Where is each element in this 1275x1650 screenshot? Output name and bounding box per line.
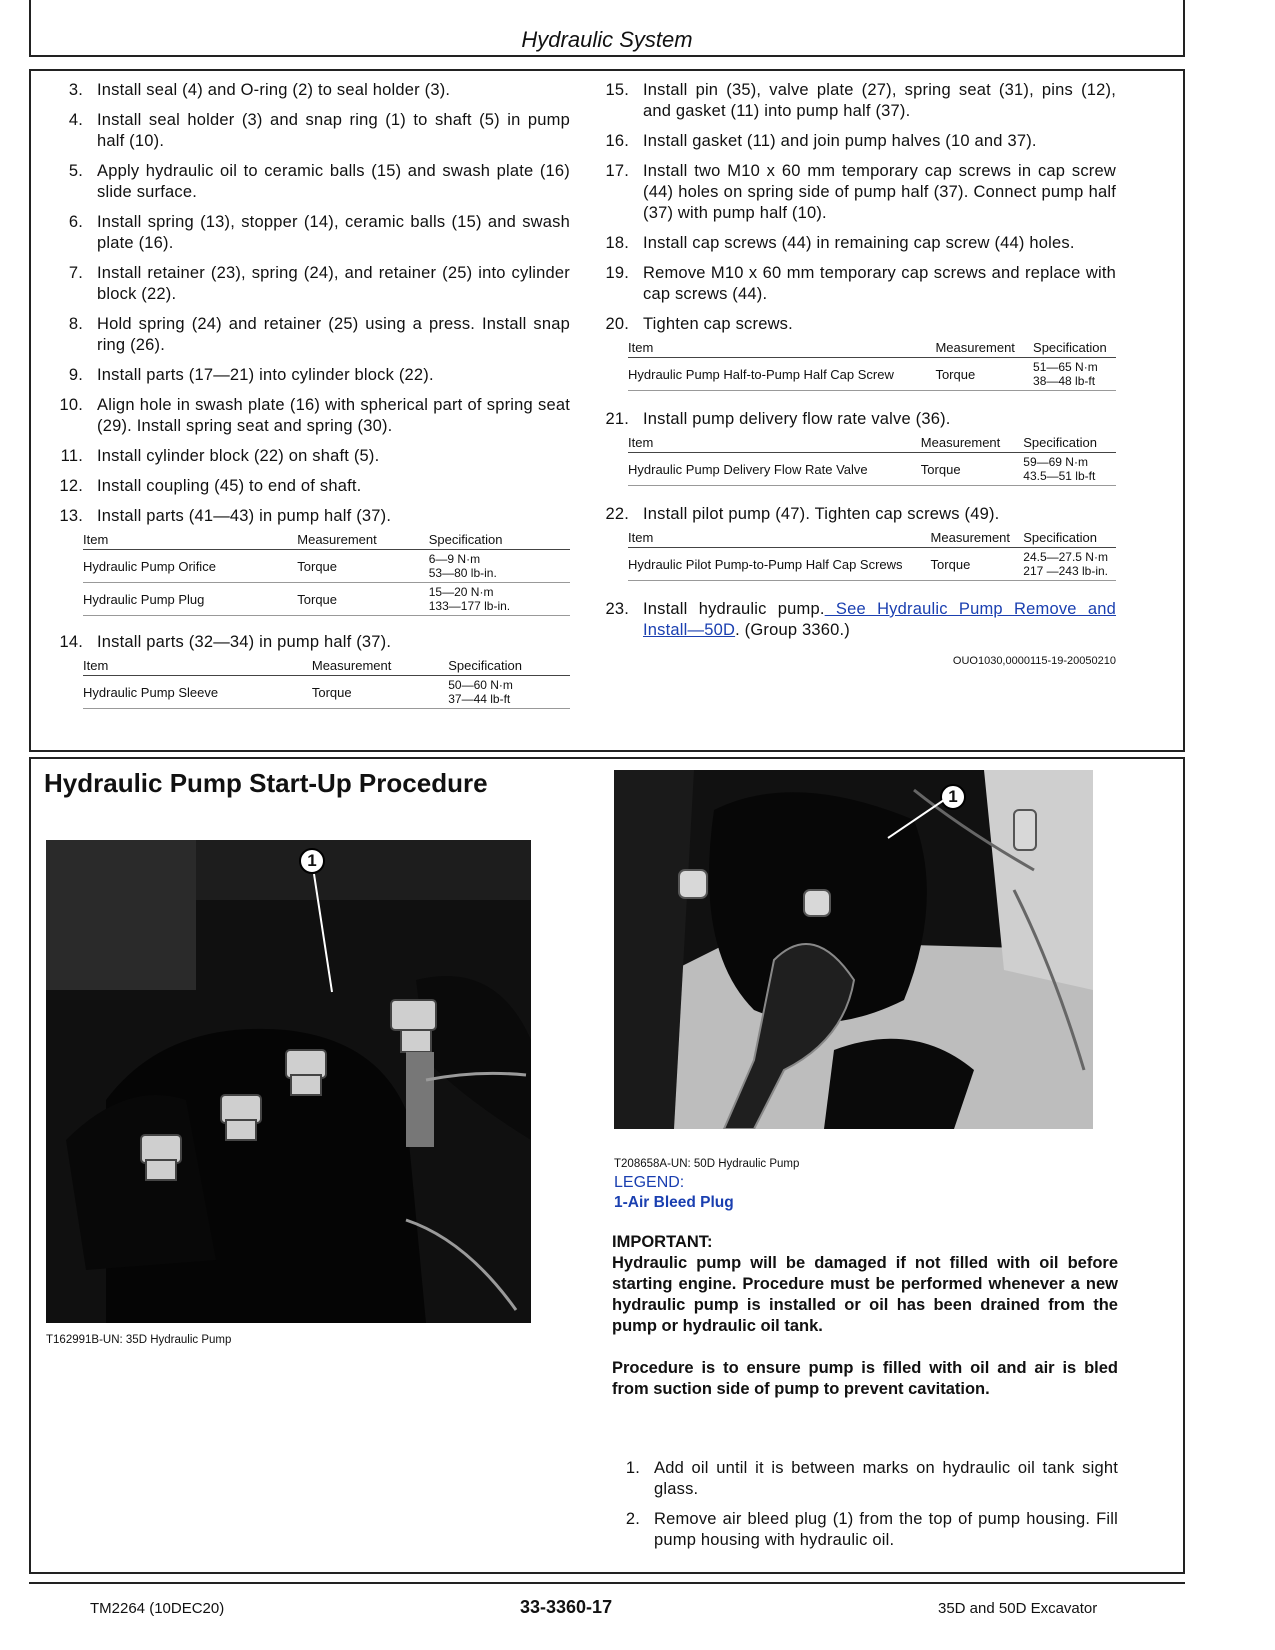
list-item: 3. Install seal (4) and O-ring (2) to seal holder (3). [68, 81, 451, 99]
table-row: Hydraulic Pump Orifice Torque 6—9 N·m 53—80 lb-in. [83, 550, 570, 583]
left-column [42, 80, 570, 723]
list-item: 22. Install pilot pump (47). Tighten cap screws (49). [605, 505, 1000, 523]
list-item: 18. Install cap screws (44) in remaining cap screw (44) holes. [605, 234, 1075, 252]
spec-table: Item Measurement Specification Hydraulic Pump Delivery Flow Rate Valve Torque 59—69 N·m 43.5—51 lb-ft [628, 435, 1116, 486]
list-item: 5. Apply hydraulic oil to ceramic balls (15) and swash plate (16) slide surface. [68, 162, 570, 201]
list-item: 15. Install pin (35), valve plate (27), spring seat (31), pins (12), and gasket (11) into pump half (37). [605, 81, 1116, 120]
pump-35d-photo [46, 840, 531, 1323]
table-row: Hydraulic Pump Half-to-Pump Half Cap Screw Torque 51—65 N·m 38—48 lb-ft [628, 358, 1116, 391]
callout-arrow-icon [310, 872, 340, 1002]
list-item: 13. Install parts (41—43) in pump half (37). [59, 507, 392, 525]
list-item: 21. Install pump delivery flow rate valve (36). [605, 410, 951, 428]
list-item: 12. Install coupling (45) to end of shaft. [59, 477, 362, 495]
spec-table: Item Measurement Specification Hydraulic Pump Half-to-Pump Half Cap Screw Torque 51—65 N·m 38—48 lb-ft [628, 340, 1116, 391]
footer-manual-id: TM2264 (10DEC20) [90, 1600, 225, 1617]
list-item: 16. Install gasket (11) and join pump halves (10 and 37). [605, 132, 1037, 150]
list-item: 7. Install retainer (23), spring (24), and retainer (25) into cylinder block (22). [68, 264, 570, 303]
spec-table: Item Measurement Specification Hydraulic Pump Orifice Torque 6—9 N·m 53—80 lb-in. Hydraulic Pump Plug Torque 15—20 N·m 133—177 lb-in. [83, 532, 570, 616]
pump-50d-illustration [614, 770, 1093, 1129]
callout-arrow-icon [884, 798, 948, 842]
spec-table: Item Measurement Specification Hydraulic Pilot Pump-to-Pump Half Cap Screws Torque 24.5—27.5 N·m 217 —243 lb-in. [628, 530, 1116, 581]
list-item: 8. Hold spring (24) and retainer (25) using a press. Install snap ring (26). [68, 315, 570, 354]
table-row: Hydraulic Pump Plug Torque 15—20 N·m 133—177 lb-in. [83, 583, 570, 616]
startup-step-list [612, 1458, 1118, 1560]
table-row: Hydraulic Pump Sleeve Torque 50—60 N·m 37—44 lb-ft [83, 676, 570, 709]
list-item: 14. Install parts (32—34) in pump half (37). [59, 633, 392, 651]
left-step-list [42, 80, 570, 527]
list-item: 11. Install cylinder block (22) on shaft (5). [60, 447, 380, 465]
list-item: 19. Remove M10 x 60 mm temporary cap screws and replace with cap screws (44). [605, 264, 1116, 303]
document-code: OUO1030,0000115-19-20050210 [952, 655, 1116, 667]
pump-35d-illustration [46, 840, 531, 1323]
footer-model: 35D and 50D Excavator [938, 1600, 1098, 1617]
list-item: 20. Tighten cap screws. [605, 315, 793, 333]
pump-50d-photo [614, 770, 1093, 1129]
right-column [588, 80, 1116, 667]
table-row: Hydraulic Pilot Pump-to-Pump Half Cap Screws Torque 24.5—27.5 N·m 217 —243 lb-in. [628, 548, 1116, 581]
remove-install-link[interactable]: See Hydraulic Pump Remove and Install—50D [643, 600, 1117, 639]
photo-caption-35d: T162991B-UN: 35D Hydraulic Pump [46, 1334, 232, 1346]
list-item: 4. Install seal holder (3) and snap ring (1) to shaft (5) in pump half (10). [68, 111, 570, 150]
list-item: 10. Align hole in swash plate (16) with spherical part of spring seat (29). Install spring seat and spring (30). [59, 396, 570, 435]
list-item: 23. Install hydraulic pump. See Hydraulic Pump Remove and Install—50D. (Group 3360.) [605, 600, 1117, 639]
important-notice: IMPORTANT: Hydraulic pump will be damaged if not filled with oil before starting engine. Procedure must be performed whenever a new hydraulic pump is installed or oil has been drained from the pump or hydraulic oil tank. Procedure is to ensure pump is filled with oil and air is bled from suction side of pump to prevent cavitation. [612, 1233, 1118, 1398]
list-item: 9. Install parts (17—21) into cylinder block (22). [68, 366, 434, 384]
photo-caption-50d: T208658A-UN: 50D Hydraulic Pump [614, 1158, 800, 1170]
spec-table: Item Measurement Specification Hydraulic Pump Sleeve Torque 50—60 N·m 37—44 lb-ft [83, 658, 570, 709]
section-heading: Hydraulic Pump Start-Up Procedure [44, 768, 488, 798]
page-header [29, 0, 1185, 57]
callout-marker: 1 [940, 784, 966, 810]
list-item: 2. Remove air bleed plug (1) from the top of pump housing. Fill pump housing with hydraulic oil. [625, 1510, 1118, 1549]
callout-marker: 1 [299, 848, 325, 874]
table-row: Hydraulic Pump Delivery Flow Rate Valve Torque 59—69 N·m 43.5—51 lb-ft [628, 453, 1116, 486]
list-item: 6. Install spring (13), stopper (14), ceramic balls (15) and swash plate (16). [68, 213, 570, 252]
section-title: Hydraulic System [521, 27, 693, 52]
footer-rule [29, 1582, 1185, 1584]
legend-title: LEGEND: [614, 1174, 685, 1191]
list-item: 17. Install two M10 x 60 mm temporary cap screws in cap screw (44) holes on spring side of pump half (37). Connect pump half (37) with pump half (10). [605, 162, 1116, 222]
page-number: 33-3360-17 [520, 1597, 613, 1617]
list-item: 1. Add oil until it is between marks on hydraulic oil tank sight glass. [625, 1459, 1118, 1498]
legend-item: 1-Air Bleed Plug [614, 1194, 734, 1211]
